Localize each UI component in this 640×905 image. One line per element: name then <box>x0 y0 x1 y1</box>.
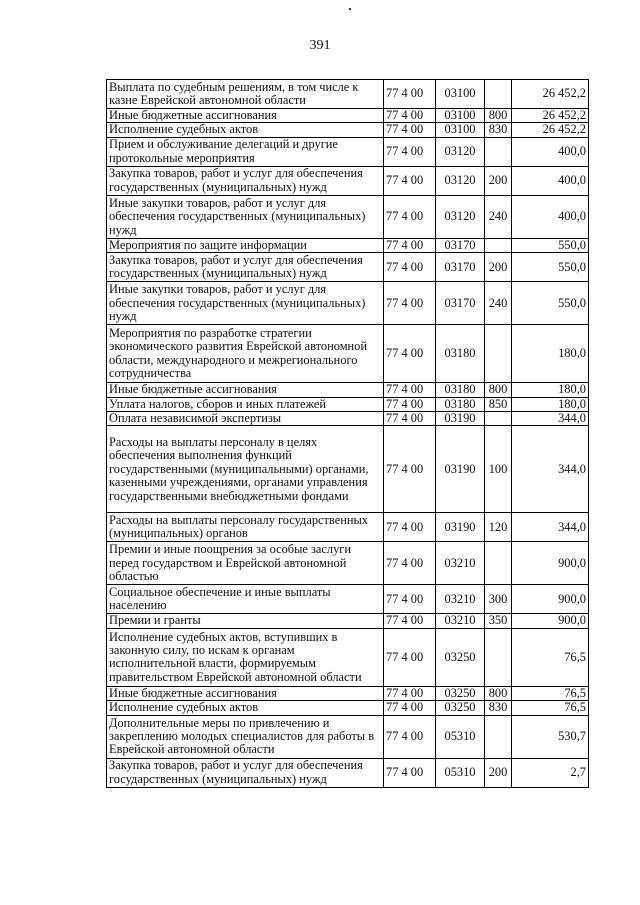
table-row <box>107 195 589 238</box>
expense-type-code: 120 <box>485 513 512 542</box>
table-row <box>107 715 589 758</box>
program-code: 77 4 00 <box>384 542 436 585</box>
row-name: Премии и гранты <box>107 614 384 628</box>
direction-code: 03210 <box>436 542 485 585</box>
expense-type-code: 200 <box>485 166 512 195</box>
table-row <box>107 282 589 325</box>
direction-code: 03250 <box>436 686 485 700</box>
row-name: Мероприятия по защите информации <box>107 238 384 252</box>
program-code: 77 4 00 <box>384 426 436 513</box>
scan-speck <box>349 8 351 10</box>
direction-code: 03170 <box>436 282 485 325</box>
program-code: 77 4 00 <box>384 412 436 426</box>
table-row <box>107 412 589 426</box>
expense-type-code <box>485 715 512 758</box>
direction-code: 03170 <box>436 253 485 282</box>
row-name: Иные бюджетные ассигнования <box>107 686 384 700</box>
direction-code: 05310 <box>436 758 485 787</box>
expense-type-code <box>485 238 512 252</box>
direction-code: 05310 <box>436 715 485 758</box>
page-number: 391 <box>309 38 331 53</box>
amount: 900,0 <box>512 542 589 585</box>
amount: 550,0 <box>512 253 589 282</box>
expense-type-code: 850 <box>485 397 512 411</box>
budget-table <box>106 79 589 788</box>
amount: 180,0 <box>512 383 589 397</box>
amount: 344,0 <box>512 412 589 426</box>
program-code: 77 4 00 <box>384 282 436 325</box>
table-row <box>107 253 589 282</box>
program-code: 77 4 00 <box>384 585 436 614</box>
row-name: Уплата налогов, сборов и иных платежей <box>107 397 384 411</box>
table-row <box>107 758 589 787</box>
direction-code: 03210 <box>436 614 485 628</box>
expense-type-code <box>485 80 512 109</box>
row-name: Дополнительные меры по привлечению и закреплению молодых специалистов для работы в Еврейской автономной области <box>107 715 384 758</box>
expense-type-code: 100 <box>485 426 512 513</box>
row-name: Закупка товаров, работ и услуг для обеспечения государственных (муниципальных) нужд <box>107 253 384 282</box>
amount: 900,0 <box>512 614 589 628</box>
amount: 76,5 <box>512 628 589 686</box>
expense-type-code <box>485 325 512 383</box>
table-row <box>107 325 589 383</box>
expense-type-code: 200 <box>485 253 512 282</box>
amount: 400,0 <box>512 166 589 195</box>
table-row <box>107 513 589 542</box>
table-row <box>107 383 589 397</box>
direction-code: 03120 <box>436 137 485 166</box>
program-code: 77 4 00 <box>384 195 436 238</box>
expense-type-code: 350 <box>485 614 512 628</box>
expense-type-code: 800 <box>485 686 512 700</box>
table-row <box>107 397 589 411</box>
program-code: 77 4 00 <box>384 123 436 137</box>
program-code: 77 4 00 <box>384 238 436 252</box>
direction-code: 03120 <box>436 166 485 195</box>
row-name: Прием и обслуживание делегаций и другие протокольные мероприятия <box>107 137 384 166</box>
expense-type-code: 800 <box>485 383 512 397</box>
program-code: 77 4 00 <box>384 513 436 542</box>
row-name: Расходы на выплаты персоналу в целях обеспечения выполнения функций государственными (муниципальными) органами, казенными учреждениями, органами управления государственными внебюджетными фондами <box>107 426 384 513</box>
expense-type-code: 830 <box>485 701 512 715</box>
row-name: Премии и иные поощрения за особые заслуги перед государством и Еврейской автономной областью <box>107 542 384 585</box>
table-row <box>107 123 589 137</box>
table-row <box>107 614 589 628</box>
program-code: 77 4 00 <box>384 397 436 411</box>
expense-type-code: 240 <box>485 195 512 238</box>
program-code: 77 4 00 <box>384 80 436 109</box>
amount: 344,0 <box>512 513 589 542</box>
expense-type-code <box>485 542 512 585</box>
expense-type-code: 830 <box>485 123 512 137</box>
program-code: 77 4 00 <box>384 628 436 686</box>
program-code: 77 4 00 <box>384 137 436 166</box>
table-row <box>107 701 589 715</box>
program-code: 77 4 00 <box>384 758 436 787</box>
amount: 26 452,2 <box>512 80 589 109</box>
direction-code: 03190 <box>436 412 485 426</box>
table-row <box>107 80 589 109</box>
row-name: Исполнение судебных актов, вступивших в законную силу, по искам к органам исполнительной власти, формируемым правительством Еврейской автономной области <box>107 628 384 686</box>
table-row <box>107 238 589 252</box>
row-name: Закупка товаров, работ и услуг для обеспечения государственных (муниципальных) нужд <box>107 758 384 787</box>
program-code: 77 4 00 <box>384 715 436 758</box>
table-row <box>107 585 589 614</box>
row-name: Расходы на выплаты персоналу государственных (муниципальных) органов <box>107 513 384 542</box>
table-row <box>107 542 589 585</box>
direction-code: 03190 <box>436 513 485 542</box>
program-code: 77 4 00 <box>384 109 436 123</box>
amount: 180,0 <box>512 397 589 411</box>
direction-code: 03100 <box>436 123 485 137</box>
direction-code: 03180 <box>436 397 485 411</box>
direction-code: 03250 <box>436 701 485 715</box>
table-row <box>107 166 589 195</box>
row-name: Исполнение судебных актов <box>107 701 384 715</box>
program-code: 77 4 00 <box>384 325 436 383</box>
program-code: 77 4 00 <box>384 614 436 628</box>
amount: 180,0 <box>512 325 589 383</box>
row-name: Исполнение судебных актов <box>107 123 384 137</box>
direction-code: 03100 <box>436 80 485 109</box>
row-name: Социальное обеспечение и иные выплаты населению <box>107 585 384 614</box>
program-code: 77 4 00 <box>384 701 436 715</box>
expense-type-code: 800 <box>485 109 512 123</box>
amount: 76,5 <box>512 686 589 700</box>
row-name: Закупка товаров, работ и услуг для обеспечения государственных (муниципальных) нужд <box>107 166 384 195</box>
program-code: 77 4 00 <box>384 686 436 700</box>
amount: 400,0 <box>512 195 589 238</box>
amount: 550,0 <box>512 282 589 325</box>
amount: 2,7 <box>512 758 589 787</box>
amount: 530,7 <box>512 715 589 758</box>
row-name: Оплата независимой экспертизы <box>107 412 384 426</box>
expense-type-code: 300 <box>485 585 512 614</box>
direction-code: 03250 <box>436 628 485 686</box>
direction-code: 03180 <box>436 383 485 397</box>
table-row <box>107 628 589 686</box>
amount: 344,0 <box>512 426 589 513</box>
expense-type-code <box>485 412 512 426</box>
row-name: Мероприятия по разработке стратегии экономического развития Еврейской автономной области, международного и межрегионального сотрудничества <box>107 325 384 383</box>
direction-code: 03180 <box>436 325 485 383</box>
direction-code: 03100 <box>436 109 485 123</box>
row-name: Иные бюджетные ассигнования <box>107 383 384 397</box>
program-code: 77 4 00 <box>384 166 436 195</box>
amount: 26 452,2 <box>512 109 589 123</box>
direction-code: 03210 <box>436 585 485 614</box>
row-name: Иные закупки товаров, работ и услуг для обеспечения государственных (муниципальных) нужд <box>107 282 384 325</box>
table-row <box>107 426 589 513</box>
amount: 550,0 <box>512 238 589 252</box>
amount: 76,5 <box>512 701 589 715</box>
amount: 26 452,2 <box>512 123 589 137</box>
expense-type-code <box>485 628 512 686</box>
direction-code: 03120 <box>436 195 485 238</box>
budget-table-body <box>107 80 589 788</box>
row-name: Иные бюджетные ассигнования <box>107 109 384 123</box>
direction-code: 03190 <box>436 426 485 513</box>
row-name: Выплата по судебным решениям, в том числе к казне Еврейской автономной области <box>107 80 384 109</box>
expense-type-code: 200 <box>485 758 512 787</box>
table-row <box>107 137 589 166</box>
row-name: Иные закупки товаров, работ и услуг для обеспечения государственных (муниципальных) нужд <box>107 195 384 238</box>
expense-type-code <box>485 137 512 166</box>
table-row <box>107 686 589 700</box>
table-row <box>107 109 589 123</box>
amount: 900,0 <box>512 585 589 614</box>
amount: 400,0 <box>512 137 589 166</box>
program-code: 77 4 00 <box>384 383 436 397</box>
direction-code: 03170 <box>436 238 485 252</box>
expense-type-code: 240 <box>485 282 512 325</box>
program-code: 77 4 00 <box>384 253 436 282</box>
